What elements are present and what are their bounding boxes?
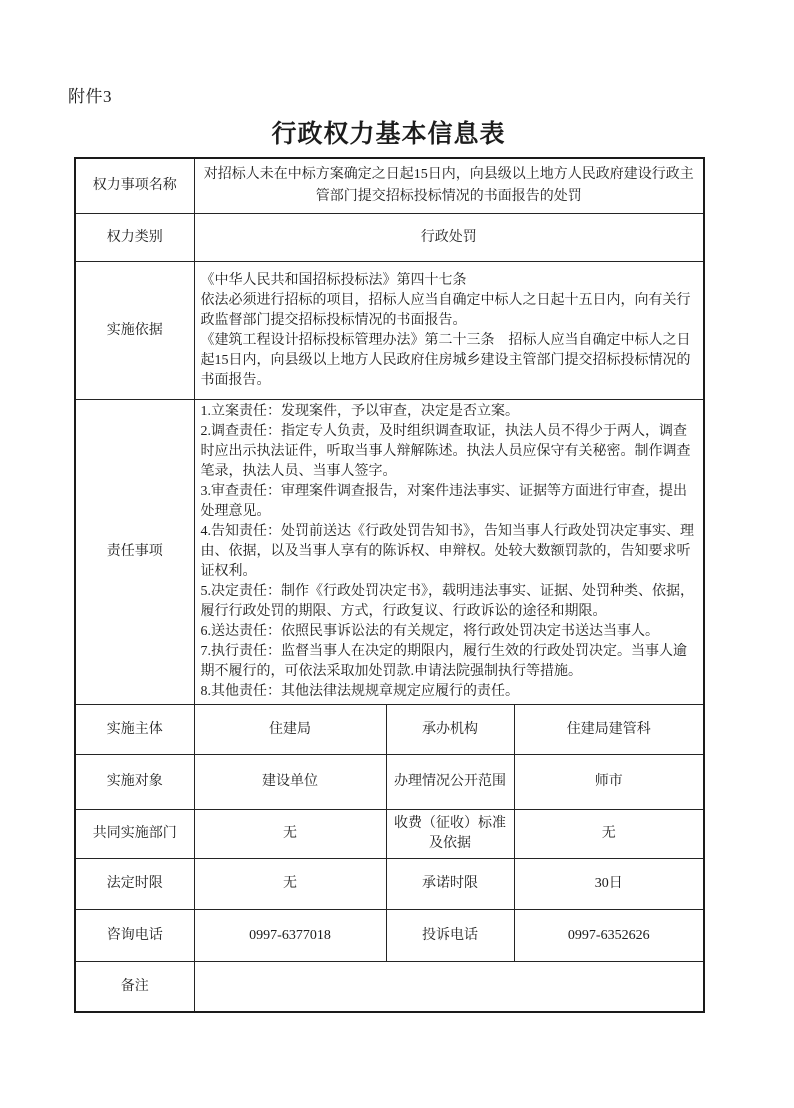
text-line: 1.立案责任：发现案件，予以审查，决定是否立案。 <box>200 404 519 419</box>
agency-label: 承办机构 <box>386 705 514 755</box>
text-line: 《中华人民共和国招标投标法》第四十七条 <box>200 272 467 288</box>
attachment-label: 附件3 <box>68 87 112 106</box>
text-line: 4.告知责任：处罚前送达《行政处罚告知书》，告知当事人行政处罚决定事实、理由、依据，以及当事人享有的陈诉权、申辩权。处较大数额罚款的，告知要求听证权利。 <box>200 524 694 579</box>
text-line: 7.执行责任：监督当事人在决定的期限内，履行生效的行政处罚决定。当事人逾期不履行的，可依法采取加处罚款.申请法院强制执行等措施。 <box>200 644 687 679</box>
remark-label: 备注 <box>75 962 194 1013</box>
power-name-value: 对招标人未在中标方案确定之日起15日内，向县级以上地方人民政府建设行政主管部门提交招标投标情况的书面报告的处罚 <box>194 158 704 214</box>
target-value: 建设单位 <box>194 755 386 810</box>
text-line: 5.决定责任：制作《行政处罚决定书》，载明违法事实、证据、处罚种类、依据，履行行政处罚的期限、方式，行政复议、行政诉讼的途径和期限。 <box>200 584 694 619</box>
joint-value: 无 <box>194 810 386 859</box>
duties-value <box>194 400 704 705</box>
row-duties <box>75 400 704 705</box>
row-target <box>75 755 704 810</box>
duties-label: 责任事项 <box>75 400 194 705</box>
text-line: 依法必须进行招标的项目，招标人应当自确定中标人之日起十五日内，向有关行政监督部门提交招标投标情况的书面报告。 <box>200 292 691 328</box>
power-type-value: 行政处罚 <box>194 214 704 262</box>
joint-label: 共同实施部门 <box>75 810 194 859</box>
text-line: 3.审查责任：审理案件调查报告，对案件违法事实、证据等方面进行审查，提出处理意见。 <box>200 484 687 519</box>
basis-value <box>194 262 704 400</box>
consult-phone-value: 0997-6377018 <box>194 910 386 962</box>
promised-limit-label: 承诺时限 <box>386 859 514 910</box>
power-type-label: 权力类别 <box>75 214 194 262</box>
row-time-limit <box>75 859 704 910</box>
text-line: 《建筑工程设计招标投标管理办法》第二十三条 招标人应当自确定中标人之日起15日内，向县级以上地方人民政府住房城乡建设主管部门提交招标投标情况的书面报告。 <box>200 332 691 388</box>
info-table <box>74 157 705 1013</box>
basis-label: 实施依据 <box>75 262 194 400</box>
text-line: 2.调查责任：指定专人负责，及时组织调查取证，执法人员不得少于两人，调查时应出示执法证件，听取当事人辩解陈述。执法人员应保守有关秘密。制作调查笔录，执法人员、当事人签字。 <box>200 424 691 479</box>
row-phone <box>75 910 704 962</box>
disclosure-scope-label: 办理情况公开范围 <box>386 755 514 810</box>
promised-limit-value: 30日 <box>514 859 704 910</box>
statutory-limit-value: 无 <box>194 859 386 910</box>
consult-phone-label: 咨询电话 <box>75 910 194 962</box>
text-line: 6.送达责任：依照民事诉讼法的有关规定，将行政处罚决定书送达当事人。 <box>200 624 659 639</box>
document-title: 行政权力基本信息表 <box>271 121 506 148</box>
remark-value <box>194 962 704 1013</box>
row-power-type <box>75 214 704 262</box>
agency-value: 住建局建管科 <box>514 705 704 755</box>
row-joint <box>75 810 704 859</box>
subject-value: 住建局 <box>194 705 386 755</box>
statutory-limit-label: 法定时限 <box>75 859 194 910</box>
complaint-phone-value: 0997-6352626 <box>514 910 704 962</box>
text-line: 8.其他责任：其他法律法规规章规定应履行的责任。 <box>200 684 519 699</box>
target-label: 实施对象 <box>75 755 194 810</box>
row-power-name <box>75 158 704 214</box>
row-basis <box>75 262 704 400</box>
power-name-label: 权力事项名称 <box>75 158 194 214</box>
subject-label: 实施主体 <box>75 705 194 755</box>
complaint-phone-label: 投诉电话 <box>386 910 514 962</box>
fee-standard-value: 无 <box>514 810 704 859</box>
row-remark <box>75 962 704 1013</box>
row-subject <box>75 705 704 755</box>
disclosure-scope-value: 师市 <box>514 755 704 810</box>
fee-standard-label: 收费（征收）标准及依据 <box>386 810 514 859</box>
